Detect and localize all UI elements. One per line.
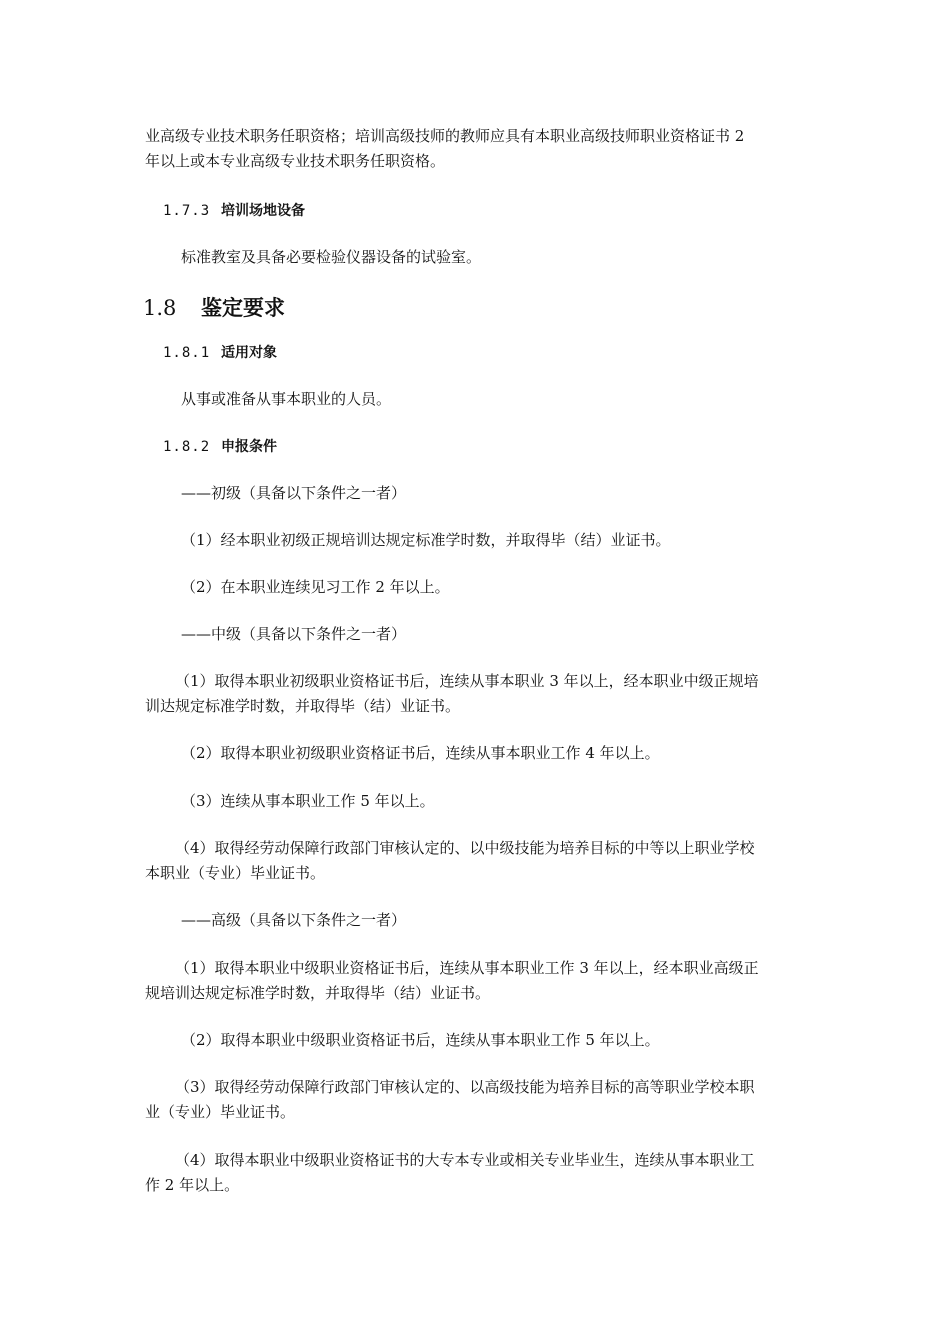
section-title: 培训场地设备 [221, 203, 305, 219]
senior-item-3-line-1: （3）取得经劳动保障行政部门审核认定的、以高级技能为培养目标的高等职业学校本职 [175, 1078, 755, 1096]
senior-item-4-line-2: 作 2 年以上。 [145, 1176, 240, 1194]
section-number: 1.8 [143, 296, 177, 320]
section-title: 适用对象 [221, 345, 277, 361]
middle-heading: ——中级（具备以下条件之一者） [181, 625, 407, 643]
section-title: 申报条件 [221, 439, 277, 455]
middle-item-1-line-2: 训达规定标准学时数，并取得毕（结）业证书。 [145, 697, 461, 715]
middle-item-3: （3）连续从事本职业工作 5 年以上。 [181, 792, 435, 810]
section-title: 鉴定要求 [201, 296, 285, 320]
middle-item-4-line-1: （4）取得经劳动保障行政部门审核认定的、以中级技能为培养目标的中等以上职业学校 [175, 839, 755, 857]
senior-item-1-line-1: （1）取得本职业中级职业资格证书后，连续从事本职业工作 3 年以上，经本职业高级正 [175, 959, 759, 977]
middle-item-1-line-1: （1）取得本职业初级职业资格证书后，连续从事本职业 3 年以上，经本职业中级正规培 [175, 672, 759, 690]
section-1-8-2-heading [163, 436, 277, 456]
section-1-7-3-heading [163, 200, 305, 220]
intro-line-1: 业高级专业技术职务任职资格；培训高级技师的教师应具有本职业高级技师职业资格证书 2 [145, 127, 745, 145]
junior-item-2: （2）在本职业连续见习工作 2 年以上。 [181, 578, 450, 596]
senior-heading: ——高级（具备以下条件之一者） [181, 911, 407, 929]
section-1-8-heading [143, 292, 285, 322]
section-1-8-1-body: 从事或准备从事本职业的人员。 [181, 390, 392, 408]
section-number: 1.8.2 [163, 439, 211, 455]
junior-heading: ——初级（具备以下条件之一者） [181, 484, 407, 502]
senior-item-3-line-2: 业（专业）毕业证书。 [145, 1103, 296, 1121]
intro-line-2: 年以上或本专业高级专业技术职务任职资格。 [145, 152, 446, 170]
section-1-8-1-heading [163, 342, 277, 362]
junior-item-1: （1）经本职业初级正规培训达规定标准学时数，并取得毕（结）业证书。 [181, 531, 671, 549]
senior-item-4-line-1: （4）取得本职业中级职业资格证书的大专本专业或相关专业毕业生，连续从事本职业工 [175, 1151, 755, 1169]
middle-item-2: （2）取得本职业初级职业资格证书后，连续从事本职业工作 4 年以上。 [181, 744, 660, 762]
senior-item-1-line-2: 规培训达规定标准学时数，并取得毕（结）业证书。 [145, 984, 491, 1002]
middle-item-4-line-2: 本职业（专业）毕业证书。 [145, 864, 326, 882]
section-number: 1.8.1 [163, 345, 211, 361]
section-number: 1.7.3 [163, 203, 211, 219]
section-1-7-3-body: 标准教室及具备必要检验仪器设备的试验室。 [181, 248, 482, 266]
senior-item-2: （2）取得本职业中级职业资格证书后，连续从事本职业工作 5 年以上。 [181, 1031, 660, 1049]
